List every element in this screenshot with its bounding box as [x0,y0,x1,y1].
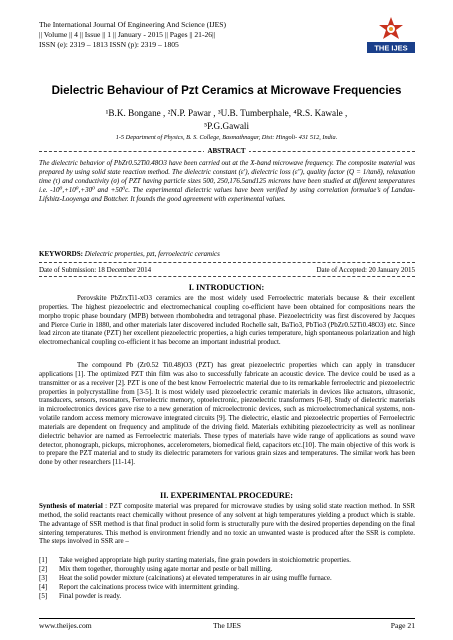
journal-header [39,20,226,50]
journal-volume: || Volume || 4 || Issue || 1 || January - 2015 || Pages || 21-26|| [39,30,216,39]
dates-row [39,266,415,274]
author-list [60,107,393,133]
authors-line-1: ¹B.K. Bongane , ²N.P. Pawar , ³U.B. Tumberphale, ⁴R.S. Kawale , [105,108,348,118]
abstract-text: The dielectric behavior of PbZr0.52Ti0.48O3 have been carried out at the X-band microwave frequency. The composite material was prepared by using solid state reaction method. The dielectric constant (ε′), dielectric loss (ε″), quality factor (Q = 1/tanδ), relaxation time (τ) and conductivity (σ) of PZT having particle sizes 500, 250,176.5and125 microns have been studied at different temperatures i.e. -10⁰,+10⁰,+30⁰ and +50⁰c. The experimental dielectric values have been verified by using correlation formulae’s of Landau-Lifshitz-Looyenga and Bottcher. It founds the good agreement with experimental values. [39,159,415,203]
steps-list [39,556,415,601]
list-item: [3] Heat the solid powder mixture (calcinations) at elevated temperatures in air using muffle furnace. [39,573,332,582]
page-footer [39,618,415,633]
submission-date: Date of Submission: 18 December 2014 [39,266,152,274]
accepted-date: Date of Accepted: 20 January 2015 [316,266,415,274]
intro-heading: I. INTRODUCTION: [188,283,265,292]
dates-bottom-rule [39,276,415,277]
keywords-label: KEYWORDS: [39,250,83,258]
ijes-logo [366,14,416,54]
affiliation: 1-5 Department of Physics, B. S. College, Basmathnagar, Dist: Hingoli- 431 512, India. [115,134,338,141]
list-item: [4] Report the calcinations process twice with intermittent grinding. [39,582,240,591]
footer-page-number: Page 21 [390,621,415,630]
authors-line-2: ⁵P.G.Gawali [203,121,250,131]
paper-title: Dielectric Behaviour of Pzt Ceramics at Microwave Frequencies [51,84,402,97]
svg-text:THE IJES: THE IJES [374,43,408,53]
intro-paragraph-1: Perovskite PbZrxTi1-xO3 ceramics are the most widely used Ferroelectric materials because & their excellent properties. The highest piezoelectric and electromechanical coupling co-efficient have been obtained for compositions nears the morpho tropic phase boundary (MPB) between rhombohedra and tetragonal phase. Piezoelectricity was first discovered by Jacques and Pierce Curie in 1880, and other materials later discovered included Rochelle salt, BaTio3, PbTio3 (PbZr0.52Ti0.48O3) etc. Since lead zircon ate titanate (PZT) her excellent piezoelectric properties, a high curies temperature, high spontaneous polarization and high electromechanical coupling co-efficient it has become an important industrial product. [39,294,415,347]
experimental-heading: II. EXPERIMENTAL PROCEDURE: [160,491,293,500]
synthesis-label: Synthesis of material [39,502,103,510]
journal-issn: ISSN (e): 2319 – 1813 ISSN (p): 2319 – 1805 [39,40,179,49]
dates-top-rule [39,262,415,263]
footer-url[interactable]: www.theijes.com [39,621,92,630]
abstract-label: ABSTRACT [0,147,453,155]
journal-name: The International Journal Of Engineering And Science (IJES) [39,20,227,29]
intro-paragraph-2: The compound Pb (Zr0.52 Ti0.48)O3 (PZT) has great piezoelectric properties which can apply in transducer applications [1]. The optimized PZT thin film was also to successfully fabricate an acoustic device. The device could be used as a transmitter or as a receiver [2]. PZT is one of the best know Ferroelectric material due to its remarkable ferroelectric and piezoelectric properties in polycrystalline from [3-5]. It is most widely used piezoelectric ceramic materials in devices like actuators, ultrasonic, transducers, sensors, resonators, Ferroelectric memory, optoelectronic, piezoelectric transformers [6-8]. Study of dielectric materials in microelectronics devices gave rise to a new generation of microelectronic devices, such as microelectromechanical systems, non-volatile random access memory microwave integrated circuits [9]. The dielectric, elastic and piezoelectric properties of Ferroelectric materials are dependent on frequency and amplitude of the driving field. Materials exhibiting piezoelectricity as well as nonlinear dielectric behavior are named as Ferroelectric materials. These types of materials have wide range of applications as sound wave detector, phonograph, pickups, microphones, accelerometers, biomedical field, capacitors etc.[10]. The main objective of this work is to prepare the PZT material and to study its dielectric parameters for various grain sizes and temperatures. The similar work has been done by other researchers [11-14]. [39,361,415,467]
keywords [39,250,415,258]
list-item: [2] Mix them together, thoroughly using agate mortar and pestle or ball milling. [39,564,273,573]
list-item: [5] Final powder is ready. [39,591,122,600]
footer-journal: The IJES [212,621,242,630]
synthesis-text: : PZT composite material was prepared for microwave studies by using solid state reaction method. In SSR method, the solid reactants react chemically without presence of any solvent at high temperatures yielding a product which is stable. The advantage of SSR method is that final product in solid form is structurally pure with the desired properties depending on the final sintering temperatures. This method is environment friendly and no toxic an unwanted waste is produced after the SSR is complete. The steps involved in SSR are – [39,502,415,546]
experimental-paragraph [39,502,415,546]
keywords-text: Dielectric properties, pzt, ferroelectric ceramics [82,250,220,258]
list-item: [1] Take weighed appropriate high purity starting materials, fine grain powders in stoichiometric properties. [39,556,351,564]
